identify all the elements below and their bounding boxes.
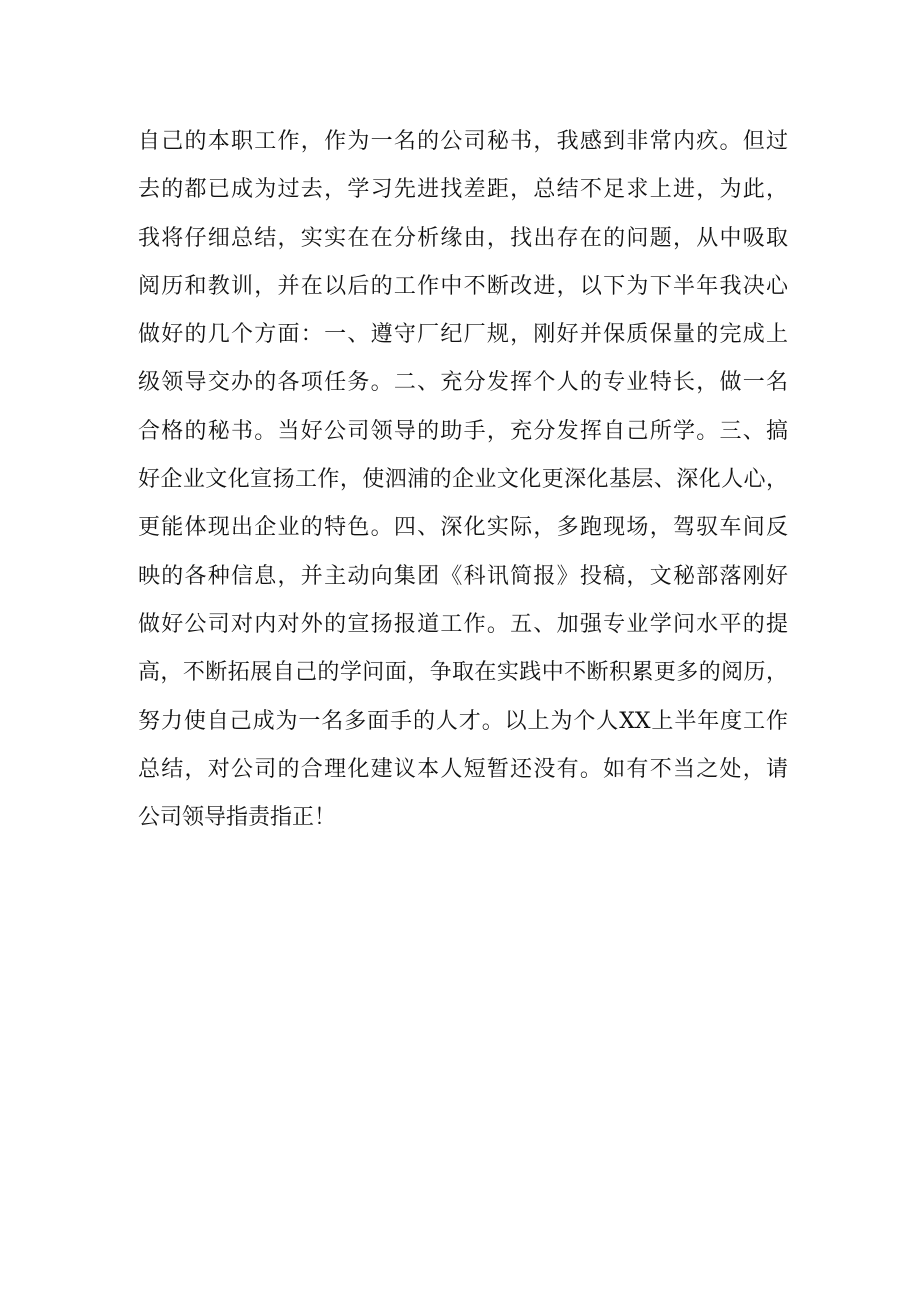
text-line: 级领导交办的各项任务。二、充分发挥个人的专业特长，做一名 <box>138 370 788 396</box>
text-line: 做好的几个方面：一、遵守厂纪厂规，刚好并保质保量的完成上 <box>138 322 788 348</box>
text-line: 公司领导指责指正！ <box>138 805 337 831</box>
text-line: 去的都已成为过去，学习先进找差距，总结不足求上进，为此， <box>138 177 788 203</box>
text-line: 总结，对公司的合理化建议本人短暂还没有。如有不当之处，请 <box>138 756 788 782</box>
body-paragraph <box>138 118 788 842</box>
text-line: 努力使自己成为一名多面手的人才。以上为个人XX上半年度工作 <box>138 708 788 734</box>
text-line: 合格的秘书。当好公司领导的助手，充分发挥自己所学。三、搞 <box>138 418 788 444</box>
text-line: 高，不断拓展自己的学问面，争取在实践中不断积累更多的阅历， <box>138 660 788 686</box>
text-line: 我将仔细总结，实实在在分析缘由，找出存在的问题，从中吸取 <box>138 225 788 251</box>
text-line: 映的各种信息，并主动向集团《科讯简报》投稿，文秘部落刚好 <box>138 563 788 589</box>
text-line: 阅历和教训，并在以后的工作中不断改进，以下为下半年我决心 <box>138 273 788 299</box>
text-line: 更能体现出企业的特色。四、深化实际，多跑现场，驾驭车间反 <box>138 515 788 541</box>
text-line: 好企业文化宣扬工作，使泗浦的企业文化更深化基层、深化人心， <box>138 467 788 493</box>
text-line: 自己的本职工作，作为一名的公司秘书，我感到非常内疚。但过 <box>138 129 788 154</box>
text-line: 做好公司对内对外的宣扬报道工作。五、加强专业学问水平的提 <box>138 611 788 637</box>
